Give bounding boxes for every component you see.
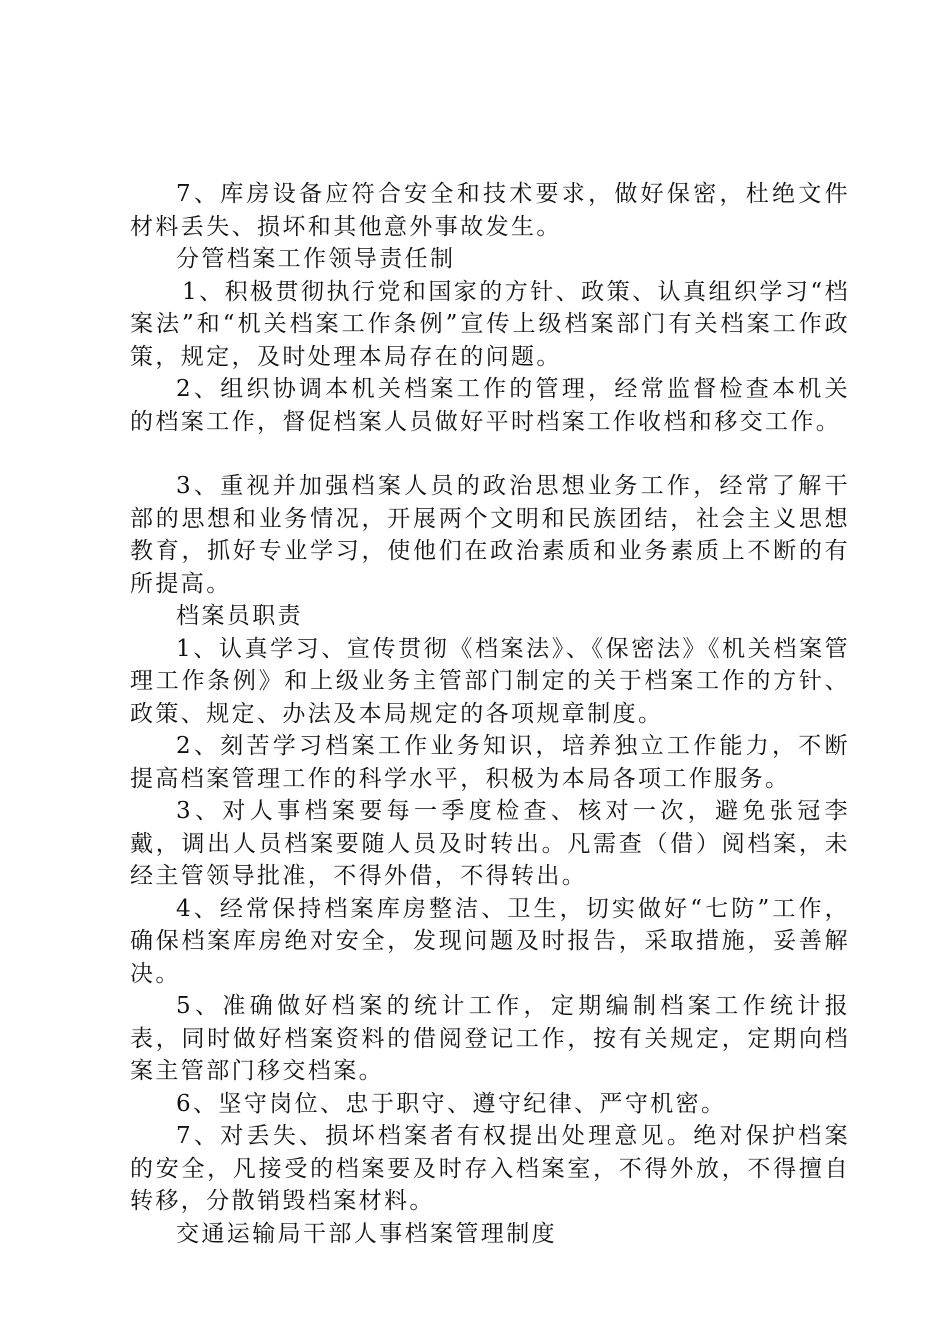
section-heading-personnel-archive-system: 交通运输局干部人事档案管理制度: [176, 1220, 557, 1247]
section-heading-leadership-responsibility: 分管档案工作领导责任制: [176, 246, 456, 272]
paragraph-archivist-item-5: 5、准确做好档案的统计工作，定期编制档案工作统计报表，同时做好档案资料的借阅登记工作，按有关规定，定期向档案主管部门移交档案。: [130, 993, 850, 1084]
paragraph-warehouse-equipment: 7、库房设备应符合安全和技术要求，做好保密，杜绝文件材料丢失、损坏和其他意外事故发生。: [130, 181, 850, 240]
document-body: [130, 178, 850, 1250]
paragraph-leadership-item-3: 3、重视并加强档案人员的政治思想业务工作，经常了解干部的思想和业务情况，开展两个文明和民族团结，社会主义思想教育，抓好专业学习，使他们在政治素质和业务素质上不断的有所提高。: [130, 473, 850, 597]
paragraph-archivist-item-3: 3、对人事档案要每一季度检查、核对一次，避免张冠李戴，调出人员档案要随人员及时转出。凡需查（借）阅档案，未经主管领导批准，不得外借，不得转出。: [130, 798, 850, 889]
paragraph-archivist-item-4: 4、经常保持档案库房整洁、卫生，切实做好“七防”工作，确保档案库房绝对安全，发现问题及时报告，采取措施，妥善解决。: [130, 895, 850, 987]
paragraph-archivist-item-1: 1、认真学习、宣传贯彻《档案法》、《保密法》《机关档案管理工作条例》和上级业务主管部门制定的关于档案工作的方针、政策、规定、办法及本局规定的各项规章制度。: [130, 635, 850, 727]
paragraph-archivist-item-2: 2、刻苦学习档案工作业务知识，培养独立工作能力，不断提高档案管理工作的科学水平，积极为本局各项工作服务。: [130, 733, 850, 792]
paragraph-leadership-item-2: 2、组织协调本机关档案工作的管理，经常监督检查本机关的档案工作，督促档案人员做好平时档案工作收档和移交工作。: [130, 376, 850, 435]
section-heading-archivist-duties: 档案员职责: [176, 603, 303, 629]
paragraph-archivist-item-7: 7、对丢失、损坏档案者有权提出处理意见。绝对保护档案的安全，凡接受的档案要及时存入档案室，不得外放，不得擅自转移，分散销毁档案材料。: [130, 1123, 850, 1214]
paragraph-leadership-item-1: 1、积极贯彻执行党和国家的方针、政策、认真组织学习“档案法”和“机关档案工作条例”宣传上级档案部门有关档案工作政策，规定，及时处理本局存在的问题。: [130, 278, 850, 370]
paragraph-archivist-item-6: 6、坚守岗位、忠于职守、遵守纪律、严守机密。: [176, 1090, 727, 1117]
